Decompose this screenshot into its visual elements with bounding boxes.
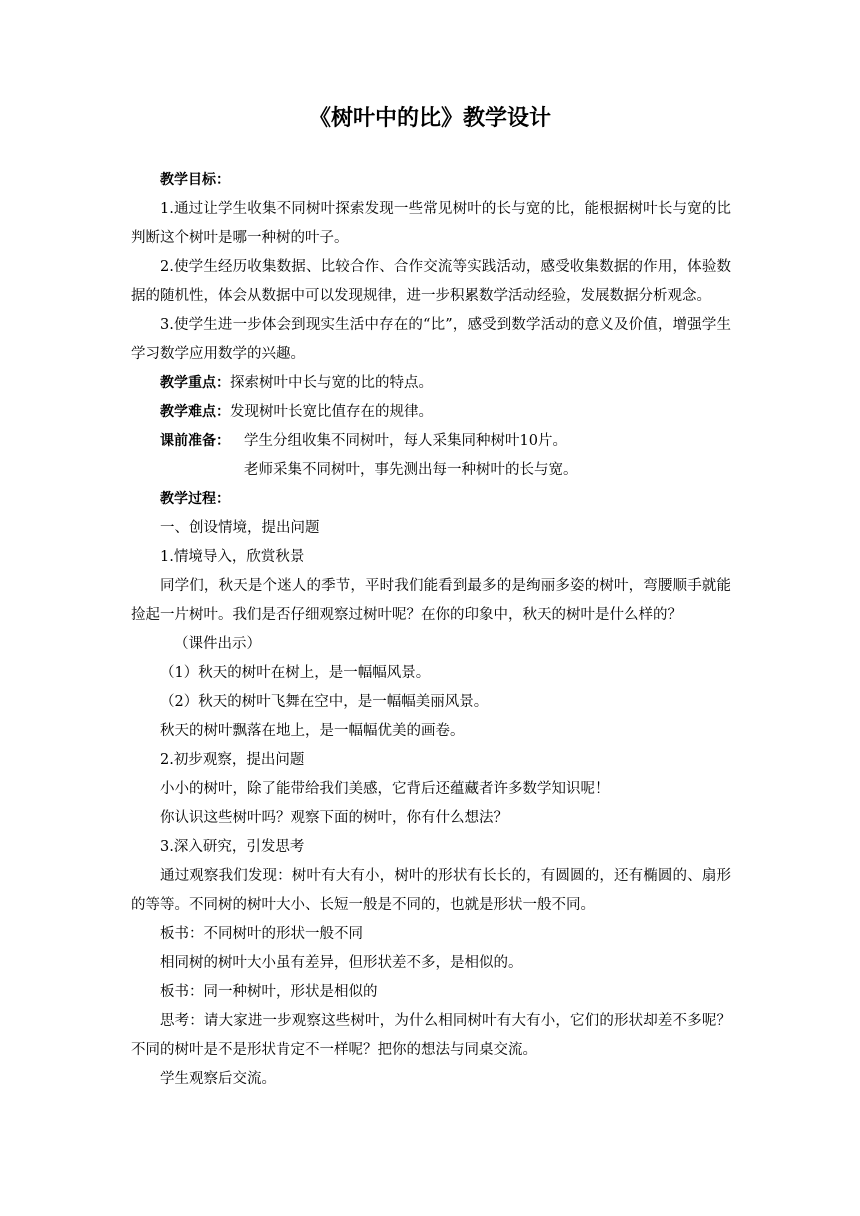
board-note: 板书：同一种树叶，形状是相似的: [160, 984, 378, 1000]
document-body: [131, 166, 731, 1094]
objective-item: 2.使学生经历收集数据、比较合作、合作交流等实践活动，感受收集数据的作用，体验数据的随机性，体会从数据中可以发现规律，进一步积累数学活动经验，发展数据分析观念。: [131, 259, 731, 304]
objectives-heading: [131, 166, 731, 195]
after-text: 学生观察后交流。: [160, 1071, 276, 1087]
preparation-line1: 学生分组收集不同树叶，每人采集同种树叶10片。: [244, 433, 567, 449]
step3-text: 相同树的树叶大小虽有差异，但形状差不多，是相似的。: [160, 955, 523, 971]
difficulty-text: 发现树叶长宽比值存在的规律。: [230, 404, 433, 420]
key-point-label: 教学重点：: [160, 375, 230, 391]
step2-text: 你认识这些树叶吗？观察下面的树叶，你有什么想法？: [160, 810, 508, 826]
think-text: 思考：请大家进一步观察这些树叶，为什么相同树叶有大有小，它们的形状却差不多呢？不同的树叶是不是形状肯定不一样呢？把你的想法与同桌交流。: [131, 1013, 731, 1058]
board-note: 板书：不同树叶的形状一般不同: [160, 926, 363, 942]
objectives-label: 教学目标：: [160, 172, 230, 188]
courseware-item: （1）秋天的树叶在树上，是一幅幅风景。: [160, 665, 431, 681]
section1-title: 一、创设情境，提出问题: [160, 520, 320, 536]
key-point-text: 探索树叶中长与宽的比的特点。: [230, 375, 433, 391]
step3-title: 3.深入研究，引发思考: [160, 839, 305, 855]
document-title: 《树叶中的比》教学设计: [308, 106, 551, 131]
courseware-item: （2）秋天的树叶飞舞在空中，是一幅幅美丽风景。: [160, 694, 489, 710]
courseware-item: 秋天的树叶飘落在地上，是一幅幅优美的画卷。: [160, 723, 465, 739]
process-label: 教学过程：: [160, 491, 230, 507]
step1-text: 同学们，秋天是个迷人的季节，平时我们能看到最多的是绚丽多姿的树叶，弯腰顺手就能捡起一片树叶。我们是否仔细观察过树叶呢？在你的印象中，秋天的树叶是什么样的？: [131, 578, 731, 623]
preparation-line2: 老师采集不同树叶，事先测出每一种树叶的长与宽。: [244, 462, 578, 478]
objective-item: 3.使学生进一步体会到现实生活中存在的“比”，感受到数学活动的意义及价值，增强学生学习数学应用数学的兴趣。: [131, 317, 731, 362]
step2-title: 2.初步观察，提出问题: [160, 752, 305, 768]
step2-text: 小小的树叶，除了能带给我们美感，它背后还蕴藏者许多数学知识呢！: [160, 781, 610, 797]
step1-title: 1.情境导入，欣赏秋景: [160, 549, 305, 565]
preparation: [131, 427, 731, 456]
courseware-note: （课件出示）: [174, 636, 261, 652]
difficulty-label: 教学难点：: [160, 404, 230, 420]
difficulty: [131, 398, 731, 427]
step3-text: 通过观察我们发现：树叶有大有小，树叶的形状有长长的，有圆圆的，还有椭圆的、扇形的等等。不同树的树叶大小、长短一般是不同的，也就是形状一般不同。: [131, 868, 731, 913]
preparation-label: 课前准备：: [160, 433, 230, 449]
process-heading: [131, 485, 731, 514]
objective-item: 1.通过让学生收集不同树叶探索发现一些常见树叶的长与宽的比，能根据树叶长与宽的比判断这个树叶是哪一种树的叶子。: [131, 201, 731, 246]
key-point: [131, 369, 731, 398]
